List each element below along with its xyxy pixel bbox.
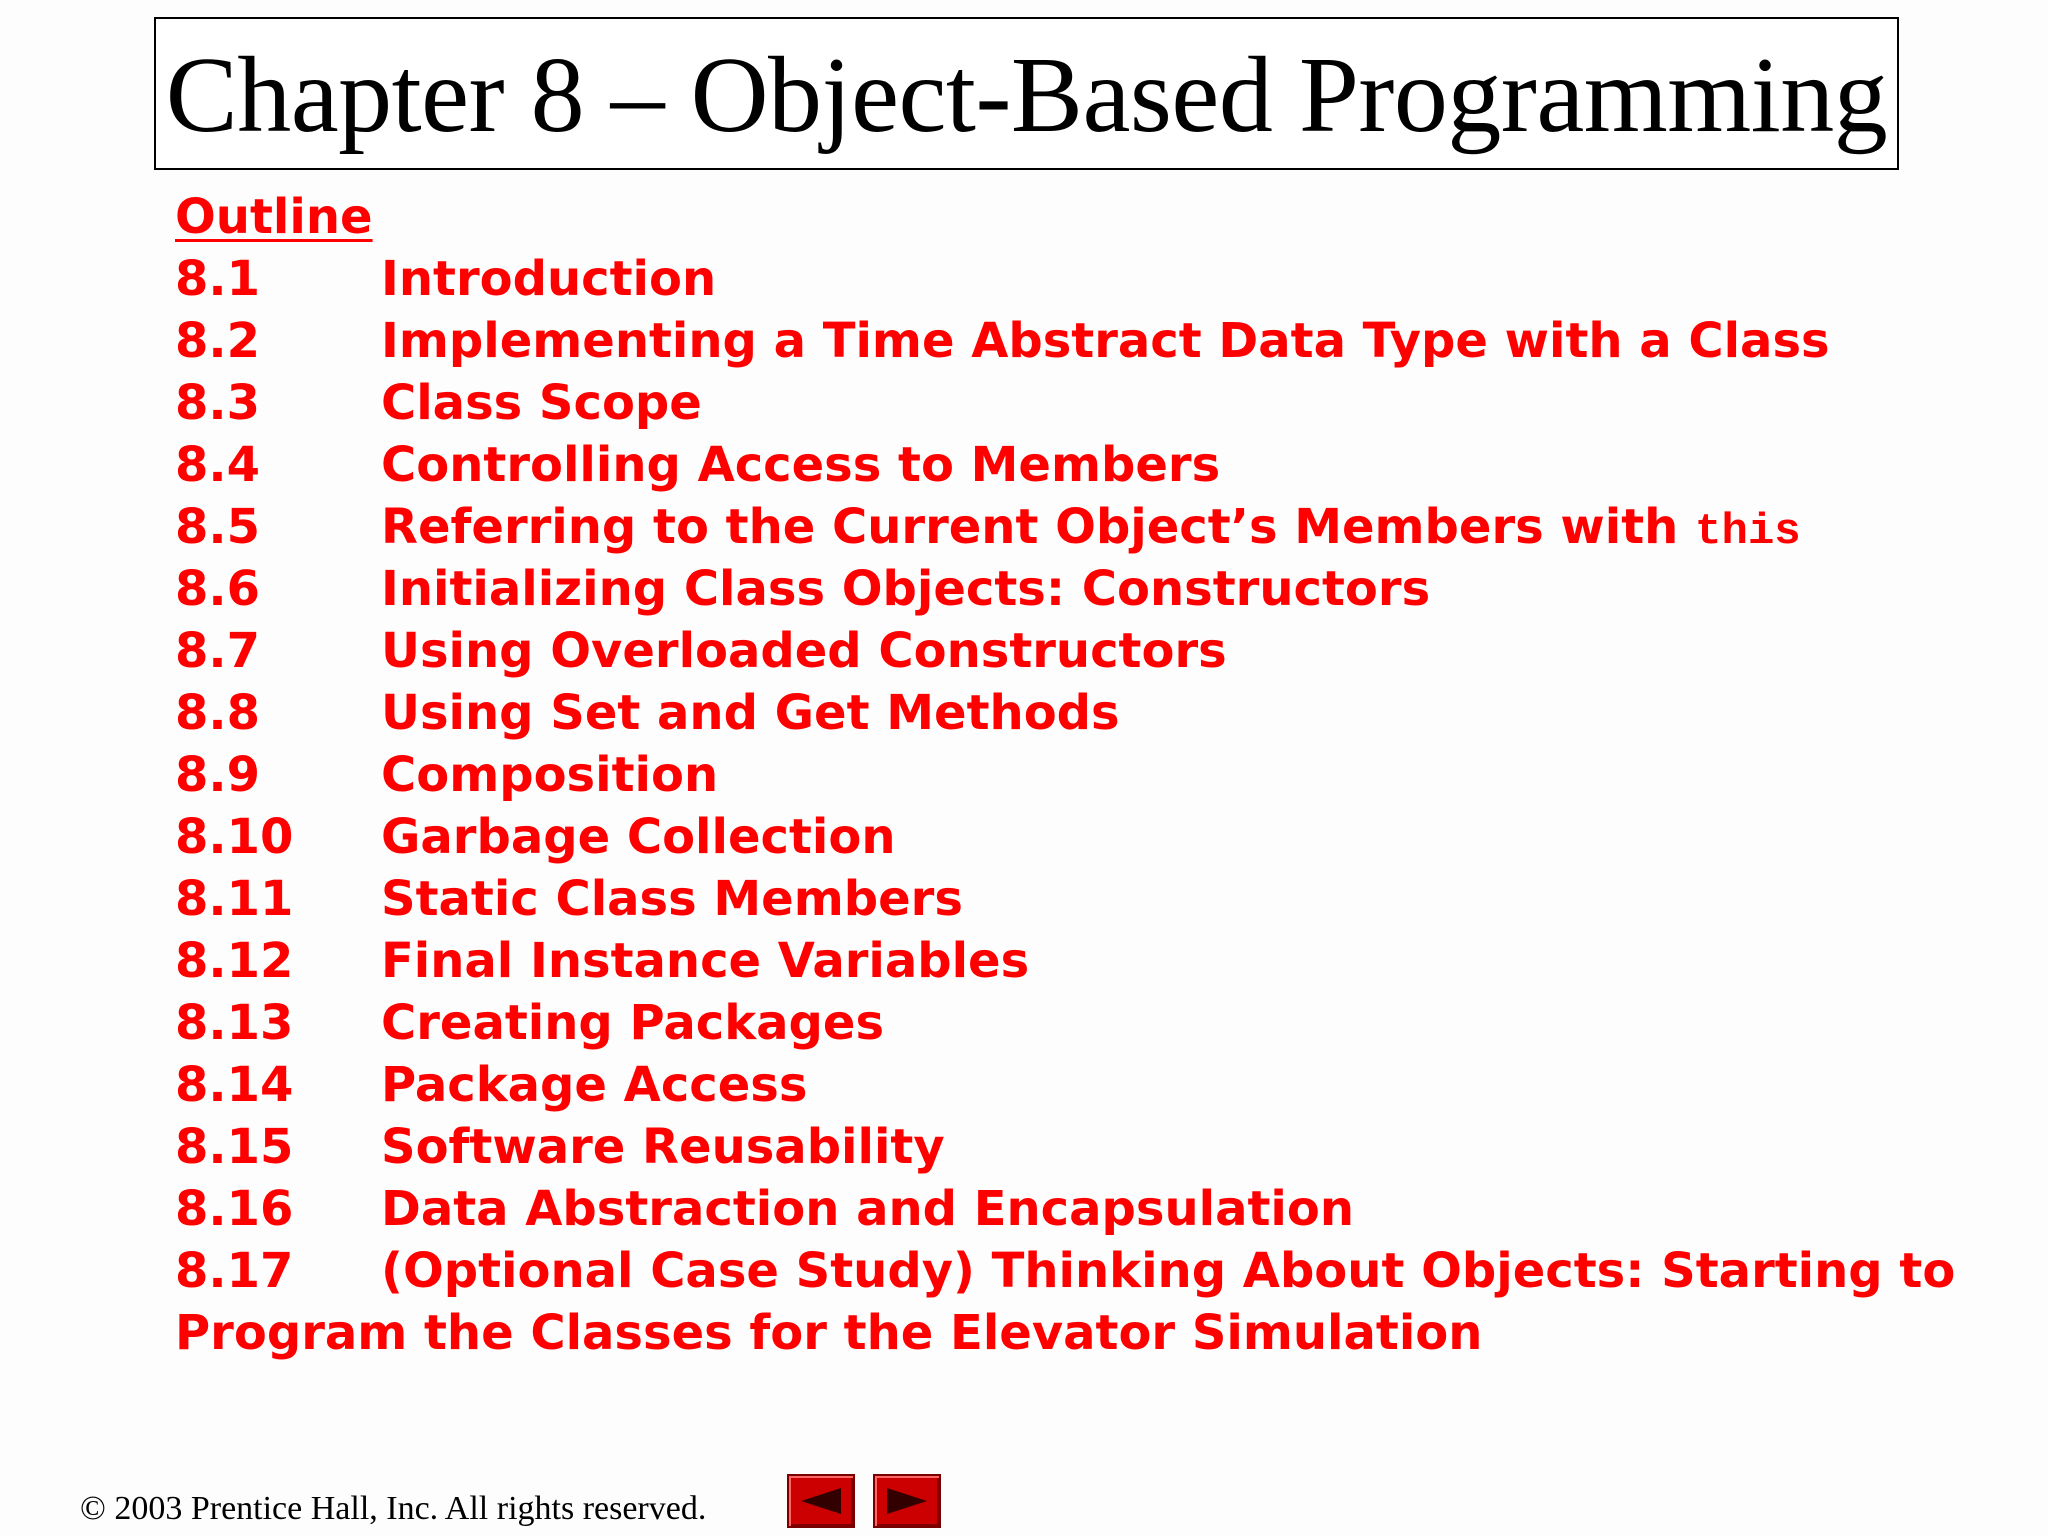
outline-item-number: 8.7 bbox=[175, 623, 261, 679]
outline-item-text: Composition bbox=[381, 747, 719, 803]
outline-heading: Outline bbox=[175, 189, 373, 245]
outline-item-number: 8.12 bbox=[175, 933, 294, 989]
outline-item bbox=[175, 248, 1955, 310]
outline-item-text: Controlling Access to Members bbox=[381, 437, 1221, 493]
outline-item bbox=[175, 1240, 1955, 1364]
outline-item bbox=[175, 372, 1955, 434]
outline-item bbox=[175, 682, 1955, 744]
outline-item-text: Garbage Collection bbox=[381, 809, 896, 865]
previous-slide-button[interactable] bbox=[787, 1474, 855, 1528]
outline-item-text: Final Instance Variables bbox=[381, 933, 1030, 989]
outline-item-number: 8.8 bbox=[175, 685, 261, 741]
outline-item bbox=[175, 992, 1955, 1054]
outline-item bbox=[175, 806, 1955, 868]
outline-item bbox=[175, 434, 1955, 496]
outline-item-text: Using Set and Get Methods bbox=[381, 685, 1120, 741]
outline-item-text: Creating Packages bbox=[381, 995, 885, 1051]
outline-item-number: 8.6 bbox=[175, 561, 261, 617]
outline-item bbox=[175, 1178, 1955, 1240]
outline-item-number: 8.2 bbox=[175, 313, 261, 369]
outline-item-number: 8.4 bbox=[175, 437, 261, 493]
outline-item bbox=[175, 620, 1955, 682]
outline-item-text: Using Overloaded Constructors bbox=[381, 623, 1227, 679]
copyright-notice: © 2003 Prentice Hall, Inc. All rights reserved. bbox=[80, 1490, 707, 1527]
outline-item-text: Class Scope bbox=[381, 375, 702, 431]
outline-item-text bbox=[381, 496, 1801, 558]
outline-item-text: Initializing Class Objects: Constructors bbox=[381, 561, 1431, 617]
outline-item-text: Software Reusability bbox=[381, 1119, 945, 1175]
outline-item-number: 8.10 bbox=[175, 809, 294, 865]
outline-item-number: 8.1 bbox=[175, 251, 261, 307]
outline-item-text: (Optional Case Study) Thinking About Objects: Starting to bbox=[381, 1243, 1956, 1299]
outline-item bbox=[175, 930, 1955, 992]
outline-item-text: Static Class Members bbox=[381, 871, 963, 927]
outline-item bbox=[175, 1116, 1955, 1178]
outline-item-number: 8.14 bbox=[175, 1057, 294, 1113]
outline-item bbox=[175, 868, 1955, 930]
outline-item-text: Implementing a Time Abstract Data Type with a Class bbox=[381, 313, 1830, 369]
title-box bbox=[154, 17, 1899, 170]
outline-item-number: 8.9 bbox=[175, 747, 261, 803]
outline-item-number: 8.5 bbox=[175, 499, 261, 555]
outline-item-number: 8.16 bbox=[175, 1181, 294, 1237]
outline-item-text-main: Referring to the Current Object’s Members with bbox=[381, 499, 1696, 555]
outline-item-number: 8.17 bbox=[175, 1243, 294, 1299]
outline bbox=[175, 186, 1955, 1364]
outline-item bbox=[175, 558, 1955, 620]
outline-item bbox=[175, 496, 1955, 558]
code-keyword: this bbox=[1695, 507, 1801, 557]
next-slide-button[interactable] bbox=[873, 1474, 941, 1528]
outline-item-text: Introduction bbox=[381, 251, 717, 307]
outline-item-text: Package Access bbox=[381, 1057, 808, 1113]
outline-item-text-continuation: Program the Classes for the Elevator Simulation bbox=[175, 1305, 1483, 1361]
outline-item-number: 8.13 bbox=[175, 995, 294, 1051]
outline-item-text: Data Abstraction and Encapsulation bbox=[381, 1181, 1355, 1237]
outline-item-number: 8.15 bbox=[175, 1119, 294, 1175]
slide-title: Chapter 8 – Object-Based Programming bbox=[165, 35, 1888, 155]
outline-item bbox=[175, 310, 1955, 372]
outline-item bbox=[175, 1054, 1955, 1116]
right-arrow-icon bbox=[883, 1486, 931, 1516]
outline-item bbox=[175, 744, 1955, 806]
outline-item-number: 8.11 bbox=[175, 871, 294, 927]
outline-item-number: 8.3 bbox=[175, 375, 261, 431]
left-arrow-icon bbox=[797, 1486, 845, 1516]
